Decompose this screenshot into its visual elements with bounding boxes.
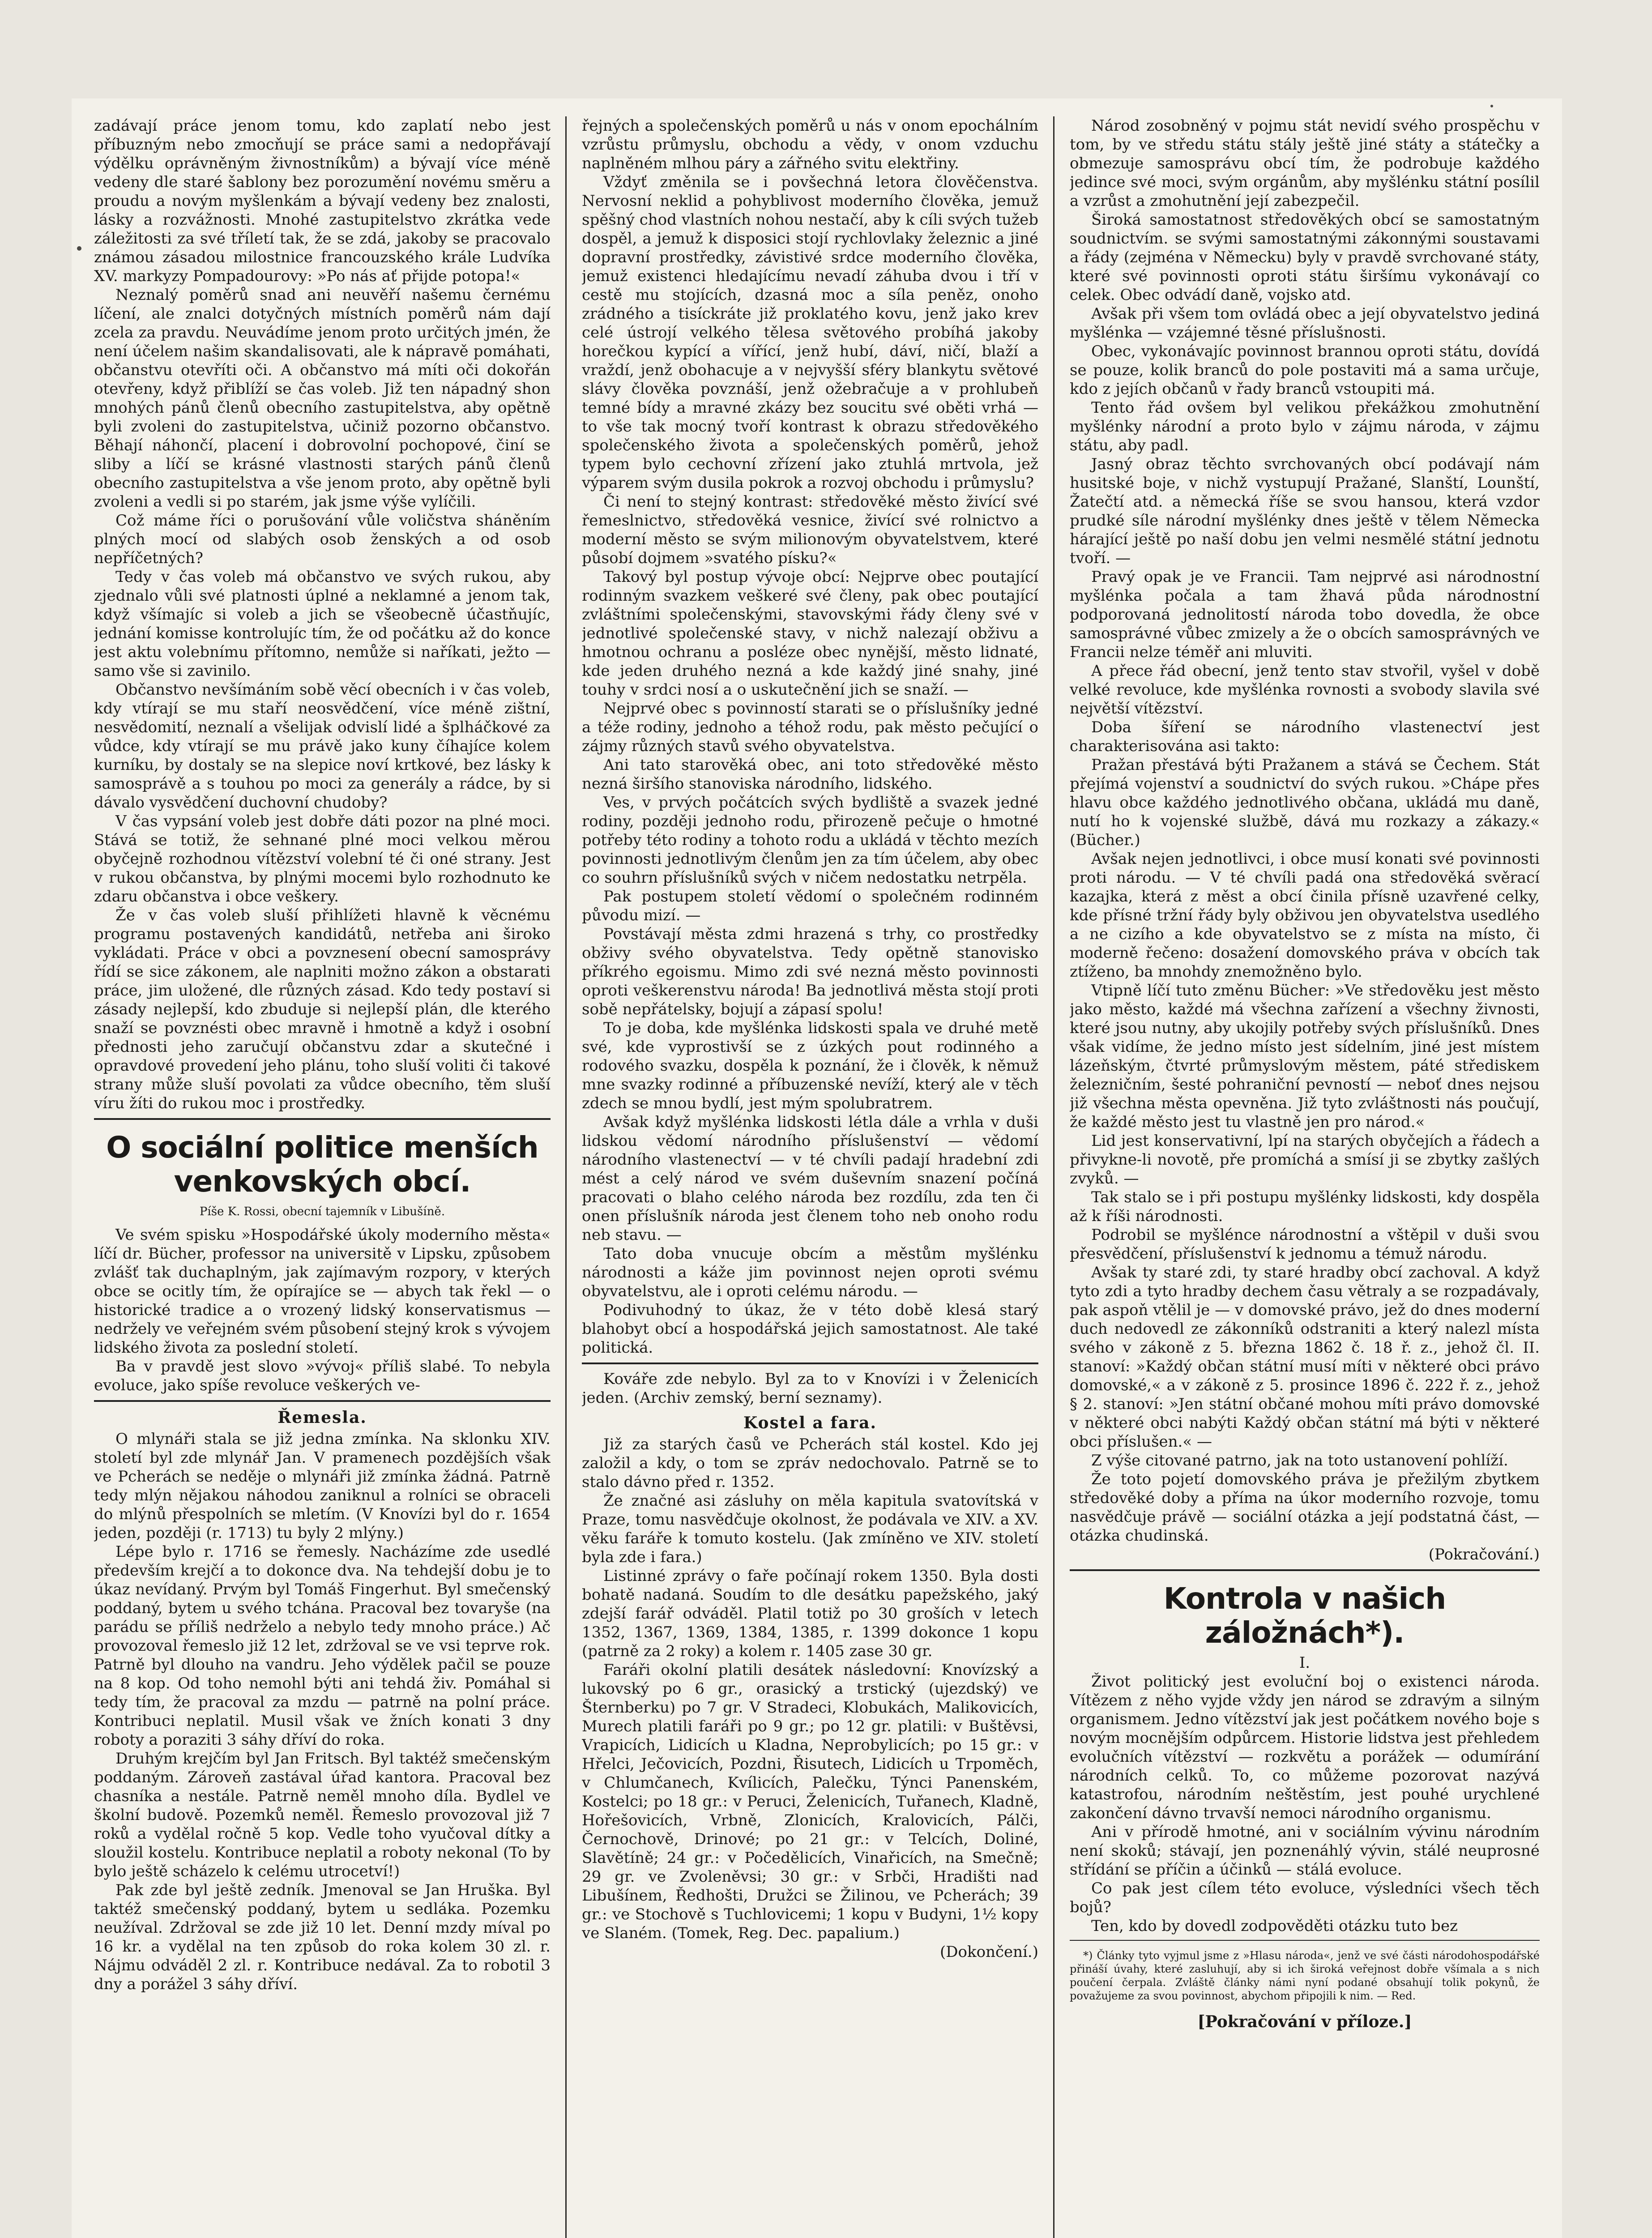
paragraph: řejných a společenských poměrů u nás v onom epochálním vzrůstu průmyslu, obchodu a vědy, v onom vzduchu naplněném mlhou páry a zářného svitu elektřiny. <box>582 117 1038 172</box>
paragraph: Vtipně líčí tuto změnu Bücher: »Ve středověku jest město jako město, každé má všechna zařízení a všechny živnosti, které jsou nutny, aby ukojily potřeby svých příslušníků. Dnes však vidíme, že jedno místo jest sídelním, jiné jest místem lázeňským, čtvrté průmyslovým městem, páté střediskem železničním, šesté pohraniční pevností — neboť dnes nejsou již všechna města opevněna. Již tyto zvláštnosti nás poučují, že každé město jest tu vlastně jen pro národ.« <box>1070 982 1540 1131</box>
paragraph: Faráři okolní platili desátek následovní: Knovízský a lukovský po 6 gr., orasický a trstický (ujezdský) ve Šternberku) po 7 gr. V Stradeci, Klobukách, Malikovicích, Murech platili faráři po 9 gr.; po 12 gr. platili: v Buštěvsi, Vrapicích, Lidicích u Kladna, Neprobylicích; po 15 gr.: v Hřelci, Ječovicích, Pozdni, Řisutech, Lidicích u Trpoměch, v Chlumčanech, Kvílicích, Palečku, Týnci Panenském, Kostelci; po 18 gr.: v Peruci, Želenicích, Tuřanech, Kladně, Hořešovicích, Vrbně, Zlonicích, Kralovicích, Pálči, Černochově, Drinové; po 21 gr.: v Telcích, Doliné, Slavětíně; 24 gr.: v Počedělicích, Vinařicích, na Smečně; 29 gr. ve Zvoleněvsi; 30 gr.: v Srbči, Hradišti nad Libušínem, Ředhošti, Družci se Žilinou, ve Pcherách; 39 gr.: ve Stochově s Tuchlovicemi; 1 kopu v Budyni, 1½ kopy ve Slaném. (Tomek, Reg. Dec. papalium.) <box>582 1661 1038 1942</box>
paragraph: Ani v přírodě hmotné, ani v sociálním vývinu národním není skoků; stávají, jen poznenáhlý vývin, stálé neuprosné střídání se příčin a účinků — stálá evoluce. <box>1070 1823 1540 1879</box>
paragraph: O mlynáři stala se již jedna zmínka. Na sklonku XIV. století byl zde mlynář Jan. V pramenech pozdějších však ve Pcherách se neděje o mlynáři již zmínka žádná. Patrně tedy mlýn nějakou náhodou zaniknul a rolníci se obraceli do mlýnů přespolních se mletím. (V Knovízi byl do r. 1654 jeden, později (r. 1713) tu byly 2 mlýny.) <box>94 1430 551 1542</box>
paragraph: Druhým krejčím byl Jan Fritsch. Byl taktéž smečenským poddaným. Zároveň zastával úřad kantora. Pracoval bez chasníka a nestále. Patrně neměl mnoho díla. Bydlel ve školní budově. Pozemků neměl. Řemeslo provozoval již 7 roků a vydělal ročně 5 kop. Vedle toho vyučoval dítky a sloužil kostelu. Kontribuce neplatil a roboty nekonal (To by bylo ještě scházelo k celému utrocetví!) <box>94 1750 551 1880</box>
paragraph: Ves, v prvých počátcích svých bydliště a svazek jedné rodiny, později jednoho rodu, přirozeně pečuje o hmotné potřeby této rodiny a tohoto rodu a ukládá v těchto mezích povinnosti jednotlivým členům jen za tím účelem, aby obec co souhrn příslušníků svých v ničem nedostatku netrpěla. <box>582 794 1038 887</box>
paragraph: Tato doba vnucuje obcím a městům myšlénku národnosti a káže jim povinnost nejen oproti svému obyvatelstvu, ale i oproti celému národu. — <box>582 1245 1038 1300</box>
paragraph: Či není to stejný kontrast: středověké město živící své řemeslnictvo, středověká vesnice, živící své rolnictvo a moderní město se svým milionovým obyvatelstvem, které působí dojmem »svatého písku?« <box>582 493 1038 567</box>
paragraph: Pravý opak je ve Francii. Tam nejprvé asi národnostní myšlénka počala a tam žhavá půda národnostní podporovaná jednolitostí národa tobo dovedla, že obce samosprávné vůbec zmizely a že o obcích samosprávných ve Francii nelze téměř ani mluviti. <box>1070 568 1540 661</box>
paragraph: Národ zosobněný v pojmu stát nevidí svého prospěchu v tom, by ve středu státu stály ještě jiné státy a státečky a obmezuje samosprávu obcí tím, že podrobuje každého jedince své moci, svým orgánům, aby myšlénku státní posílil a vzrůst a zmohutnění její zabezpečil. <box>1070 117 1540 210</box>
paragraph: Tedy v čas voleb má občanstvo ve svých rukou, aby zjednalo vůli své platnosti úplné a neklamné a jenom tak, když všímajíc si voleb a jich se všeobecně účastňujíc, jednání komisse kontrolujíc tím, že od počátku až do konce jest aktu volebnímu přítomno, nemůže si naříkati, ježto — samo vše si zavinilo. <box>94 568 551 680</box>
section-title: Řemesla. <box>277 1408 367 1427</box>
paragraph: Že značné asi zásluhy on měla kapitula svatovítská v Praze, tomu nasvědčuje okolnost, že podávala ve XIV. a XV. věku faráře k tomuto kostelu. (Jak zmíněno ve XIV. století byla zde i fara.) <box>582 1492 1038 1566</box>
article-title: O sociální politice menších venkovských obcí. <box>106 1130 538 1199</box>
paragraph: Povstávají města zdmi hrazená s trhy, co prostředky obživy svého obyvatelstva. Tedy opětně stanovisko příkrého egoismu. Mimo zdi své nezná město povinnosti oproti veškerenstvu národa! Ba jednotlivá města stojí proti sobě nepřátelsky, bojují a zápasí spolu! <box>582 925 1038 1018</box>
section-divider <box>94 1400 551 1402</box>
paragraph: Neznalý poměrů snad ani neuvěří našemu černému líčení, ale znalci dotyčných místních poměrů nám dají zcela za pravdu. Neuvádíme jenom proto určitých jmén, že není účelem našim skandalisovati, ale k nápravě pomáhati, občanstvu otevříti oči. A občanstvo má míti oči dokořán otevřeny, když přiblíží se čas voleb. Již ten nápadný shon mnohých pánů členů obecního zastupitelstva, aby opětně byli zvoleni do zastupitelstva, učiniž pozorno občanstvo. Běhají náhončí, placení i dobrovolní pochopové, činí se sliby a líčí se krásné vlastnosti starých pánů členů obecního zastupitelstva a vše jenom proto, aby opětně byli zvoleni a vedli si po starém, jak jsme výše vylíčili. <box>94 286 551 511</box>
end-mark: (Dokončení.) <box>940 1943 1038 1961</box>
paragraph: Podrobil se myšlénce národnostní a vštěpil v duši svou přesvědčení, příslušenství k jednomu a témuž národu. <box>1070 1226 1540 1263</box>
paragraph: Pak postupem století vědomí o společném rodinném původu mizí. — <box>582 888 1038 924</box>
footnote: *) Články tyto vyjmul jsme z »Hlasu národa«, jenž ve své části národohospodářské přináší úvahy, které zasluhují, aby si ich široká veřejnost dobře všímala a s nich poučení čerpala. Zvláště články námi nyní podané obsahují tolik pokynů, že považujeme za svou povinnost, abychom připojili k nim. — Red. <box>1070 1949 1540 2002</box>
paragraph: Doba šíření se národního vlastenectví jest charakterisována asi takto: <box>1070 718 1540 755</box>
paragraph: Široká samostatnost středověkých obcí se samostatným soudnictvím. se svými samostatnými zákonnými soustavami a řády (zejména v Německu) byly v pravdě svrchované státy, které své povinnosti oproti státu širšímu vykonávají co celek. Obec odvádí daně, vojsko atd. <box>1070 211 1540 304</box>
paragraph: Že toto pojetí domovského práva je přežilým zbytkem středověké doby a příma na úkor moderního rozvoje, tomu nasvědčuje právě — sociální otázka a její podstatná část, — otázka chudinská. <box>1070 1470 1540 1545</box>
section-divider <box>1070 1569 1540 1571</box>
paragraph: To je doba, kde myšlénka lidskosti spala ve druhé metě své, kde vyprostivší se z úzkých pout rodinného a rodového svazku, dospěla k poznání, že i člověk, k němuž mne svazky rodinné a příbuzenské nevíží, který ale v těch zdech se mnou bydlí, jest mým spolubratrem. <box>582 1019 1038 1112</box>
paragraph: Listinné zprávy o faře počínají rokem 1350. Byla dosti bohatě nadaná. Soudím to dle desátku papežského, jaký zdejší farář odváděl. Platil totiž po 30 groších v letech 1352, 1367, 1369, 1384, 1385, r. 1399 dokonce 1 kopu (patrně za 2 roky) a kolem r. 1405 zase 30 gr. <box>582 1567 1038 1660</box>
section-divider <box>582 1362 1038 1364</box>
paragraph: Což máme říci o porušování vůle voličstva sháněním plných mocí od slabých osob ženských a od osob nepříčetných? <box>94 512 551 567</box>
section-title: Kostel a fara. <box>743 1414 877 1432</box>
roman-numeral: I. <box>1299 1654 1311 1672</box>
paragraph: Takový byl postup vývoje obcí: Nejprve obec poutající rodinným svazkem veškeré své členy, pak obec poutající zvláštními společenskými, stavovskými řády členy své v jednotlivé společenské stavy, v nichž nalezají obživu a hmotnou ochranu a posléze obec nynější, město lidnaté, kde jeden druhého nezná a kde každý jiné snahy, jiné touhy v srdci nosí a o uskutečnění jich se snaží. — <box>582 568 1038 699</box>
ink-speck <box>77 246 81 251</box>
paragraph: Vždyť změnila se i povšechná letora člověčenstva. Nervosní neklid a pohyblivost moderního člověka, jemuž spěšný chod vlastních nohou nestačí, aby k cíli svých tužeb dospěl, a jemuž k disposici stojí rychlovlaky železnic a jiné dopravní prostředky, závistivé srdce moderního člověka, jemuž existenci hledajícímu nevadí záhuba dvou i tří v cestě mu stojících, dzasná moc a síla peněz, onoho zrádného a tisíckráte již proklatého kovu, jenž jako krev celé ústrojí velkého tělesa světového probíhá jakoby horečkou kypící a vířící, jenž hubí, dáví, ničí, blaží a vraždí, jenž obohacuje a v nejvyšší sféry blankytu světové slávy člověka povznáší, jenž ožebračuje a v prohlubeň temné bídy a mravné zkázy bez soucitu své oběti vrhá — to vše tak mocný tvoří kontrast k obrazu středověkého společenského života a společenských poměrů, jehož typem bylo cechovní zřízení jako ztuhlá mrtvola, jež výparem svým dusila pokrok a rozvoj obchodu i průmyslu? <box>582 173 1038 492</box>
paragraph: zadávají práce jenom tomu, kdo zaplatí nebo jest příbuzným nebo zmocňují se práce sami a nedopřávají výdělku oprávněným živnostníkům) a bývají více méně vedeny dle staré šablony bez porozumění novému směru a proudu a novým myšlenkám a bývají vedeny bez znalosti, lásky a rozvážnosti. Mnohé zastupitelstvo zkrátka vede záležitosti za své tříletí tak, že se zdá, jakoby se pracovalo známou zásadou milostnice francouzského krále Ludvíka XV. markyzy Pompadourovy: »Po nás ať přijde potopa!« <box>94 117 551 285</box>
section-divider <box>94 1118 551 1120</box>
paragraph: Ten, kdo by dovedl zodpověděti otázku tuto bez <box>1091 1917 1458 1935</box>
paragraph: Avšak ty staré zdi, ty staré hradby obcí zachoval. A když tyto zdi a tyto hradby dechem času větraly a se rozpadávaly, pak aspoň vtělil je — v domovské právo, jež do dnes moderní duch nedovedl ze zákonníků odstraniti a který nalezl místa svého v zákoně z 5. března 1862 č. 18 ř. z., jehož čl. II. stanoví: »Každý občan státní musí míti v některé obci právo domovské,« a v zákoně z 5. prosince 1896 č. 222 ř. z., jehož § 2. stanoví: »Jen státní občané mohou míti právo domovské v některé obci nabýti Každý občan státní má býti v některé obci příslušen.« — <box>1070 1264 1540 1451</box>
paragraph: Jasný obraz těchto svrchovaných obcí podávají nám husitské boje, v nichž vystupují Pražané, Slanští, Lounští, Žatečtí atd. a německá říše se svou hansou, která vzdor prudké síle národní myšlénky dnes ještě v tělem Německa hárající ještě po naší dobu jen velmi nesmělé státní jednotu tvoří. — <box>1070 455 1540 567</box>
paragraph: Lid jest konservativní, lpí na starých obyčejích a řádech a přivykne-li novotě, pře promíchá a smísí ji se zbytky zašlých zvyků. — <box>1070 1132 1540 1187</box>
paragraph: Avšak při všem tom ovládá obec a její obyvatelstvo jediná myšlénka — vzájemné těsné příslušnosti. <box>1070 305 1540 342</box>
paragraph: V čas vypsání voleb jest dobře dáti pozor na plné moci. Stává se totiž, že sehnané plné moci velkou měrou obyčejně rozhodnou vítězství volební té či oné strany. Jest v rukou občanstva, by plnými mocemi bylo rozhodnuto ke zdaru občanstva i obce veškery. <box>94 812 551 905</box>
article-byline: Píše K. Rossi, obecní tajemník v Libušíně. <box>199 1205 445 1218</box>
paragraph: Avšak nejen jednotlivci, i obce musí konati své povinnosti proti národu. — V té chvíli padá ona středověká svěrací kazajka, která z měst a obcí činila přísně uzavřené celky, kde přísné tržní řády byly obživou jen obyvatelstva usedlého a ne cizího a kde obyvatelstvo se z místa na místo, či moderně řečeno: dosažení domovského práva v obcích tak ztíženo, ba mnohdy znemožněno bylo. <box>1070 850 1540 981</box>
footnote-divider <box>1070 1940 1540 1941</box>
paragraph: Že v čas voleb sluší přihlížeti hlavně k věcnému programu postavených kandidátů, netřeba ani široko vykládati. Práce v obci a povznesení obecní samosprávy řídí se sice zákonem, ale naplniti možno zákon a obstarati práce, jim uložené, dle různých zásad. Kdo tedy postaví si zásady nejlepší, kdo zbuduje si nejlepší plán, dle kterého snaží se povznésti obec mravně i hmotně a když i osobní přednosti jeho zaručují občanstvu zdar a skutečné i opravdové provedení jeho plánu, toho sluší voliti či takové strany může sluší povolati za vůdce obecního, těm sluší víru žíti do rukou moc i prostředky. <box>94 906 551 1112</box>
column-3 <box>1070 116 1540 2238</box>
paragraph: Obec, vykonávajíc povinnost brannou oproti státu, dovídá se pouze, kolik branců do pole postaviti má a sama určuje, kdo z jejích občanů v řady branců vstoupiti má. <box>1070 342 1540 398</box>
paragraph: A přece řád obecní, jenž tento stav stvořil, vyšel v době velké revoluce, kde myšlénka rovnosti a svobody slavila své největší vítězství. <box>1070 662 1540 718</box>
paragraph: Ba v pravdě jest slovo »vývoj« příliš slabé. To nebyla evoluce, jako spíše revoluce veškerých ve- <box>94 1358 551 1394</box>
paragraph: Život politický jest evoluční boj o existenci národa. Vítězem z něho vyjde vždy jen národ se zdravým a silným organismem. Jedno vítězství jak jest počátkem nového boje s novým mocnějším odpůrcem. Historie lidstva jest přehledem evolučních vítězství — rozkvětu a porážek — odumírání národních celků. To, co můžeme pozorovat nazývá katastrofou, národním neštěstím, jest pouhé urychlené zakončení dávno trvavší nemoci národního organismu. <box>1070 1673 1540 1822</box>
article-title: Kontrola v našich záložnách*). <box>1163 1581 1446 1650</box>
paragraph: Z výše citované patrno, jak na toto ustanovení pohlíží. <box>1091 1452 1508 1469</box>
paragraph: Pak zde byl ještě zedník. Jmenoval se Jan Hruška. Byl taktéž smečenský poddaný, bytem u sedláka. Pozemku neužíval. Zdržoval se zde již 10 let. Denní mzdy míval po 16 kr. a vydělal na ten způsob do roka kolem 30 zl. r. Nájmu odváděl 2 zl. r. Kontribuce nedával. Za to robotil 3 dny a porážel 3 sáhy dříví. <box>94 1881 551 1993</box>
paragraph: Tak stalo se i při postupu myšlénky lidskosti, kdy dospěla až k říši národnosti. <box>1070 1188 1540 1225</box>
paragraph: Pražan přestává býti Pražanem a stává se Čechem. Stát přejímá vojenství a soudnictví do svých rukou. »Chápe přes hlavu obce každého jednotlivého občana, ukládá mu daně, nutí ho k vojenské službě, dává mu rozkazy a zákazy.« (Bücher.) <box>1070 756 1540 849</box>
column-1 <box>94 116 551 2238</box>
paragraph: Ani tato starověká obec, ani toto středověké město nezná širšího stanoviska národního, lidského. <box>582 756 1038 793</box>
column-rule-1 <box>565 116 567 2238</box>
paragraph: Ve svém spisku »Hospodářské úkoly moderního města« líčí dr. Bücher, professor na universitě v Lipsku, způsobem zvlášť tak duchaplným, jak zajímavým rozpory, v kterých obce se ocitly tím, že opírajíce se — abych tak řekl — o historické tradice a o vrozený lidský konservatismus — nedržely ve veřejném svém působení stejný krok s vývojem lidského života za poslední století. <box>94 1226 551 1357</box>
newspaper-page <box>72 98 1562 2238</box>
column-2 <box>582 116 1038 2238</box>
column-rule-2 <box>1053 116 1054 2238</box>
paragraph: Tento řád ovšem byl velikou překážkou zmohutnění myšlénky národní a proto bylo v zájmu národa, v zájmu státu, aby padl. <box>1070 399 1540 454</box>
paragraph: Lépe bylo r. 1716 se řemesly. Nacházíme zde usedlé především krejčí a to dokonce dva. Na tehdejší dobu je to úkaz nevídaný. Prvým byl Tomáš Fingerhut. Byl smečenský poddaný, bytem u svého tchána. Pracoval bez tovaryše (na parádu se příliš nedrželo a nebylo tedy mnoho práce.) Ač provozoval řemeslo již 12 let, zdržoval se ve vsi teprve rok. Patrně byl dlouho na vandru. Jeho výdělek pačil se pouze na 8 kop. Od toho nemohl býti ani tehdá živ. Pomáhal si tedy tím, že pracoval za mzdu — patrně na polní práce. Kontribuci neplatil. Musil však ve žních konati 3 dny roboty a poraziti 3 sáhy dříví do roka. <box>94 1543 551 1749</box>
paragraph: Podivuhodný to úkaz, že v této době klesá starý blahobyt obcí a hospodářská jejich samostatnost. Ale také politická. <box>582 1301 1038 1357</box>
paragraph: Avšak když myšlénka lidskosti létla dále a vrhla v duši lidskou vědomí národního příslušenství — vědomí národního vlastenectví — v té chvíli padají hradební zdi mést a celý národ ve svém duševním snazení počíná pracovati o blaho celého národa bez rozdílu, zda ten či onen příslušník národa jest členem toho neb onoho rodu neb stavu. — <box>582 1113 1038 1244</box>
paragraph: Občanstvo nevšímáním sobě věcí obecních i v čas voleb, kdy vtírají se mu staří neosvědčení, více méně zištní, nesvědomití, neznalí a všelijak odvislí lidé a šplháčkové za vůdce, kdy vtírají se mu právě jako kuny číhajíce kolem kurníku, by dostaly se na slepice noví krtkové, bez lásky k samosprávě a s touhou po moci za generály a rádce, by si dávalo vysvědčení duchovní chudoby? <box>94 681 551 811</box>
paragraph: Již za starých časů ve Pcherách stál kostel. Kdo jej založil a kdy, o tom se zpráv nedochovalo. Patrně se to stalo dávno před r. 1352. <box>582 1435 1038 1491</box>
continued-in-supplement: [Pokračování v příloze.] <box>1197 2012 1412 2031</box>
paragraph: Co pak jest cílem této evoluce, výsledníci všech těch bojů? <box>1070 1879 1540 1916</box>
ink-speck <box>1490 105 1493 107</box>
paragraph: Nejprvé obec s povinností starati se o příslušníky jedné a téže rodiny, jednoho a téhož rodu, pak město pečující o zájmy různých stavů svého obyvatelstva. <box>582 700 1038 755</box>
continued-mark: (Pokračování.) <box>1428 1546 1540 1563</box>
paragraph: Kováře zde nebylo. Byl za to v Knovízi i v Želenicích jeden. (Archiv zemský, berní seznamy). <box>582 1370 1038 1407</box>
